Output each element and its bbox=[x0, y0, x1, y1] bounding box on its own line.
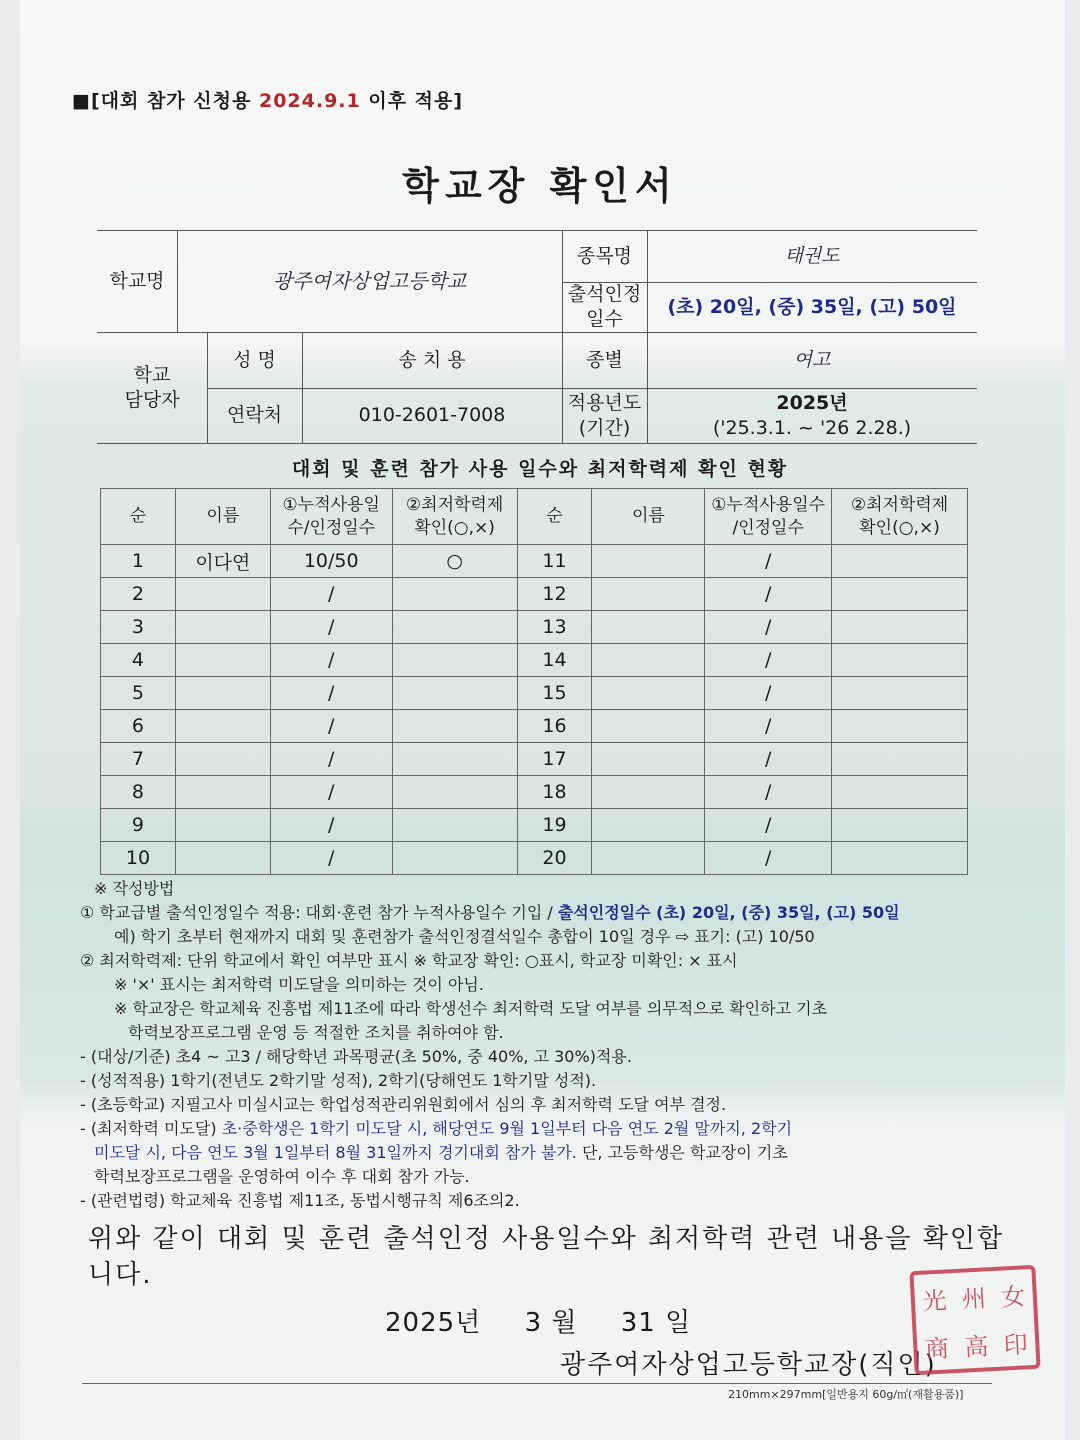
row-days-right: / bbox=[705, 644, 832, 677]
row-check-right bbox=[832, 545, 968, 578]
notes-heading: ※ 작성방법 bbox=[94, 879, 175, 898]
detail-4-text-3: 단, 고등학생은 학교장이 기초 bbox=[576, 1143, 788, 1162]
document-title: 학교장 확인서 bbox=[402, 164, 678, 208]
usage-row bbox=[101, 842, 968, 875]
usage-section-title: 대회 및 훈련 참가 사용 일수와 최저학력제 확인 현황 bbox=[291, 458, 789, 480]
detail-4-text-2: 미도달 시, 다음 연도 3월 1일부터 8월 31일까지 경기대회 참가 불가. bbox=[94, 1143, 577, 1162]
row-name bbox=[175, 809, 270, 842]
seal-char: 商 bbox=[924, 1333, 950, 1364]
row-days-right: / bbox=[705, 710, 832, 743]
manager-label: 학교 담당자 bbox=[124, 363, 180, 411]
row-check-right bbox=[832, 809, 968, 842]
row-days-right: / bbox=[705, 578, 832, 611]
row-check-right bbox=[832, 644, 968, 677]
col-check: ②최저학력제 확인(○,×) bbox=[392, 489, 517, 545]
row-check bbox=[392, 710, 517, 743]
row-days: / bbox=[270, 611, 392, 644]
seal-char: 光 bbox=[921, 1285, 948, 1316]
row-name bbox=[175, 743, 270, 776]
row-no: 8 bbox=[101, 776, 176, 809]
row-check bbox=[392, 842, 517, 875]
row-no-right: 13 bbox=[517, 611, 592, 644]
row-days-right: / bbox=[705, 743, 832, 776]
row-days-right: / bbox=[705, 776, 832, 809]
detail-1: - (대상/기준) 초4 ~ 고3 / 해당학년 과목평균(초 50%, 중 40%, 고 30%)적용. bbox=[80, 1047, 632, 1066]
category-label: 종별 bbox=[586, 348, 623, 371]
row-no: 9 bbox=[101, 809, 176, 842]
row-days: / bbox=[270, 809, 392, 842]
row-name: 이다연 bbox=[175, 545, 270, 578]
school-value: 광주여자상업고등학교 bbox=[272, 269, 467, 293]
sport-label: 종목명 bbox=[576, 244, 633, 267]
row-name-right bbox=[592, 677, 705, 710]
principal-signature: 광주여자상업고등학교장(직인) bbox=[560, 1350, 937, 1380]
usage-row bbox=[101, 677, 968, 710]
usage-row bbox=[101, 545, 968, 578]
row-name-right bbox=[592, 809, 705, 842]
attendance-value: (초) 20일, (중) 35일, (고) 50일 bbox=[667, 295, 957, 318]
detail-3: - (초등학교) 지필고사 미실시교는 학업성적관리위원회에서 심의 후 최저학력 도달 여부 결정. bbox=[80, 1095, 727, 1114]
row-check bbox=[392, 776, 517, 809]
note-2: ② 최저학력제: 단위 학교에서 확인 여부만 표시 ※ 학교장 확인: ○표시, 학교장 미확인: × 표시 bbox=[80, 951, 738, 970]
row-days: / bbox=[270, 743, 392, 776]
row-no-right: 19 bbox=[517, 809, 592, 842]
row-name bbox=[175, 776, 270, 809]
seal-char: 印 bbox=[1002, 1329, 1029, 1360]
row-no-right: 12 bbox=[517, 578, 592, 611]
row-check-right bbox=[832, 743, 968, 776]
confirmation-date bbox=[385, 1302, 725, 1339]
note-prefix: ■[대회 참가 신청용 bbox=[72, 90, 252, 112]
row-days: 10/50 bbox=[270, 545, 392, 578]
col-no: 순 bbox=[101, 489, 176, 545]
row-no-right: 17 bbox=[517, 743, 592, 776]
row-days: / bbox=[270, 644, 392, 677]
row-check-right bbox=[832, 776, 968, 809]
row-days: / bbox=[270, 677, 392, 710]
application-note bbox=[72, 86, 463, 113]
row-no-right: 11 bbox=[517, 545, 592, 578]
sport-value: 태권도 bbox=[784, 244, 840, 267]
attendance-label: 출석인정 일수 bbox=[567, 283, 642, 330]
detail-4-cont-2: 학력보장프로그램을 운영하여 이수 후 대회 참가 가능. bbox=[94, 1167, 470, 1186]
row-days: / bbox=[270, 842, 392, 875]
detail-4-text: 초·중학생은 1학기 미도달 시, 해당연도 9월 1일부터 다음 연도 2월 말까지, 2학기 bbox=[221, 1119, 793, 1138]
row-no-right: 16 bbox=[517, 710, 592, 743]
note-2-sub-2a: ※ 학교장은 학교체육 진흥법 제11조에 따라 학생선수 최저학력 도달 여부를 의무적으로 확인하고 기초 bbox=[114, 999, 828, 1018]
row-no-right: 15 bbox=[517, 677, 592, 710]
detail-4-cont bbox=[80, 1141, 1030, 1165]
year-label: 적용년도 (기간) bbox=[567, 391, 642, 439]
seal-char: 女 bbox=[1000, 1281, 1026, 1312]
usage-row bbox=[101, 644, 968, 677]
col-days: ①누적사용일 수/인정일수 bbox=[270, 489, 392, 545]
row-check-right bbox=[832, 578, 968, 611]
row-name-right bbox=[592, 578, 705, 611]
row-name-right bbox=[592, 842, 705, 875]
note-suffix: 이후 적용] bbox=[368, 90, 464, 112]
detail-4 bbox=[80, 1117, 1030, 1141]
col-name-right: 이름 bbox=[592, 489, 705, 545]
detail-4-label: - (최저학력 미도달) bbox=[80, 1119, 222, 1138]
row-name-right bbox=[592, 776, 705, 809]
paper-spec: 210mm×297mm[일반용지 60g/㎡(재활용품)] bbox=[728, 1388, 964, 1401]
usage-header-row bbox=[101, 489, 968, 545]
name-label: 성 명 bbox=[233, 348, 276, 371]
note-1-emphasis: 출석인정일수 bbox=[557, 903, 651, 922]
row-no-right: 20 bbox=[517, 842, 592, 875]
col-no-right: 순 bbox=[517, 489, 592, 545]
row-name-right bbox=[592, 611, 705, 644]
row-check bbox=[392, 578, 517, 611]
row-days-right: / bbox=[705, 809, 832, 842]
row-no: 3 bbox=[101, 611, 176, 644]
col-check-right: ②최저학력제 확인(○,×) bbox=[832, 489, 968, 545]
row-name-right bbox=[592, 743, 705, 776]
row-no: 6 bbox=[101, 710, 176, 743]
note-date: 2024.9.1 bbox=[258, 90, 361, 112]
row-check-right bbox=[832, 842, 968, 875]
usage-row bbox=[101, 776, 968, 809]
usage-row bbox=[101, 578, 968, 611]
row-name-right bbox=[592, 644, 705, 677]
row-no: 2 bbox=[101, 578, 176, 611]
seal-char: 高 bbox=[963, 1331, 990, 1362]
seal-char: 州 bbox=[961, 1283, 987, 1314]
row-no: 5 bbox=[101, 677, 176, 710]
contact-value: 010-2601-7008 bbox=[358, 404, 506, 427]
date-month: 3 월 bbox=[524, 1308, 578, 1338]
writing-instructions bbox=[80, 877, 1030, 1213]
row-no: 1 bbox=[101, 545, 176, 578]
row-name bbox=[175, 611, 270, 644]
confirmation-text: 위와 같이 대회 및 훈련 출석인정 사용일수와 최저학력 관련 내용을 확인합니다. bbox=[88, 1224, 1005, 1290]
row-days: / bbox=[270, 710, 392, 743]
col-name: 이름 bbox=[175, 489, 270, 545]
note-1 bbox=[80, 901, 1030, 925]
note-1-days: (초) 20일, (중) 35일, (고) 50일 bbox=[650, 903, 900, 922]
row-name bbox=[175, 644, 270, 677]
usage-row bbox=[101, 809, 968, 842]
detail-2: - (성적적용) 1학기(전년도 2학기말 성적), 2학기(당해연도 1학기말 성적). bbox=[80, 1071, 597, 1090]
row-name bbox=[175, 842, 270, 875]
usage-row bbox=[101, 710, 968, 743]
row-check-right bbox=[832, 611, 968, 644]
rule-line bbox=[97, 443, 977, 444]
info-table bbox=[97, 230, 977, 445]
row-days-right: / bbox=[705, 677, 832, 710]
row-check bbox=[392, 809, 517, 842]
col-days-right: ①누적사용일수 /인정일수 bbox=[705, 489, 832, 545]
row-days: / bbox=[270, 578, 392, 611]
period-value: ('25.3.1. ~ '26 2.28.) bbox=[712, 416, 912, 439]
note-1-example: 예) 학기 초부터 현재까지 대회 및 훈련참가 출석인정결석일수 총합이 10일 경우 ⇨ 표기: (고) 10/50 bbox=[114, 927, 815, 946]
contact-label: 연락처 bbox=[226, 404, 283, 427]
usage-row bbox=[101, 611, 968, 644]
row-days: / bbox=[270, 776, 392, 809]
row-no: 10 bbox=[101, 842, 176, 875]
row-no-right: 14 bbox=[517, 644, 592, 677]
row-name-right bbox=[592, 710, 705, 743]
detail-5: - (관련법령) 학교체육 진흥법 제11조, 동법시행규칙 제6조의2. bbox=[80, 1191, 520, 1210]
row-name bbox=[175, 677, 270, 710]
row-no: 7 bbox=[101, 743, 176, 776]
official-seal-icon bbox=[909, 1265, 1040, 1375]
note-1-text: ① 학교급별 출석인정일수 적용: 대회·훈련 참가 누적사용일수 기입 / bbox=[80, 903, 558, 922]
usage-table bbox=[100, 488, 968, 875]
name-value: 송 치 용 bbox=[398, 348, 466, 371]
usage-row bbox=[101, 743, 968, 776]
year-value: 2025년 bbox=[776, 391, 848, 414]
category-value: 여고 bbox=[793, 348, 831, 371]
note-2-sub-2b: 학력보장프로그램 운영 등 적절한 조치를 취하여야 함. bbox=[128, 1023, 504, 1042]
row-name bbox=[175, 710, 270, 743]
footer-rule bbox=[82, 1383, 992, 1384]
date-year: 2025년 bbox=[385, 1308, 482, 1338]
row-check bbox=[392, 644, 517, 677]
row-no-right: 18 bbox=[517, 776, 592, 809]
row-check bbox=[392, 743, 517, 776]
row-name bbox=[175, 578, 270, 611]
school-label: 학교명 bbox=[109, 269, 165, 292]
note-2-sub-1: ※ '×' 표시는 최저학력 미도달을 의미하는 것이 아님. bbox=[114, 975, 484, 994]
row-check bbox=[392, 677, 517, 710]
row-no: 4 bbox=[101, 644, 176, 677]
row-days-right: / bbox=[705, 545, 832, 578]
row-check bbox=[392, 611, 517, 644]
row-days-right: / bbox=[705, 611, 832, 644]
row-days-right: / bbox=[705, 842, 832, 875]
row-check-right bbox=[832, 677, 968, 710]
row-name-right bbox=[592, 545, 705, 578]
row-check: ○ bbox=[392, 545, 517, 578]
row-check-right bbox=[832, 710, 968, 743]
year-cell bbox=[647, 388, 977, 443]
date-day: 31 일 bbox=[620, 1308, 692, 1338]
